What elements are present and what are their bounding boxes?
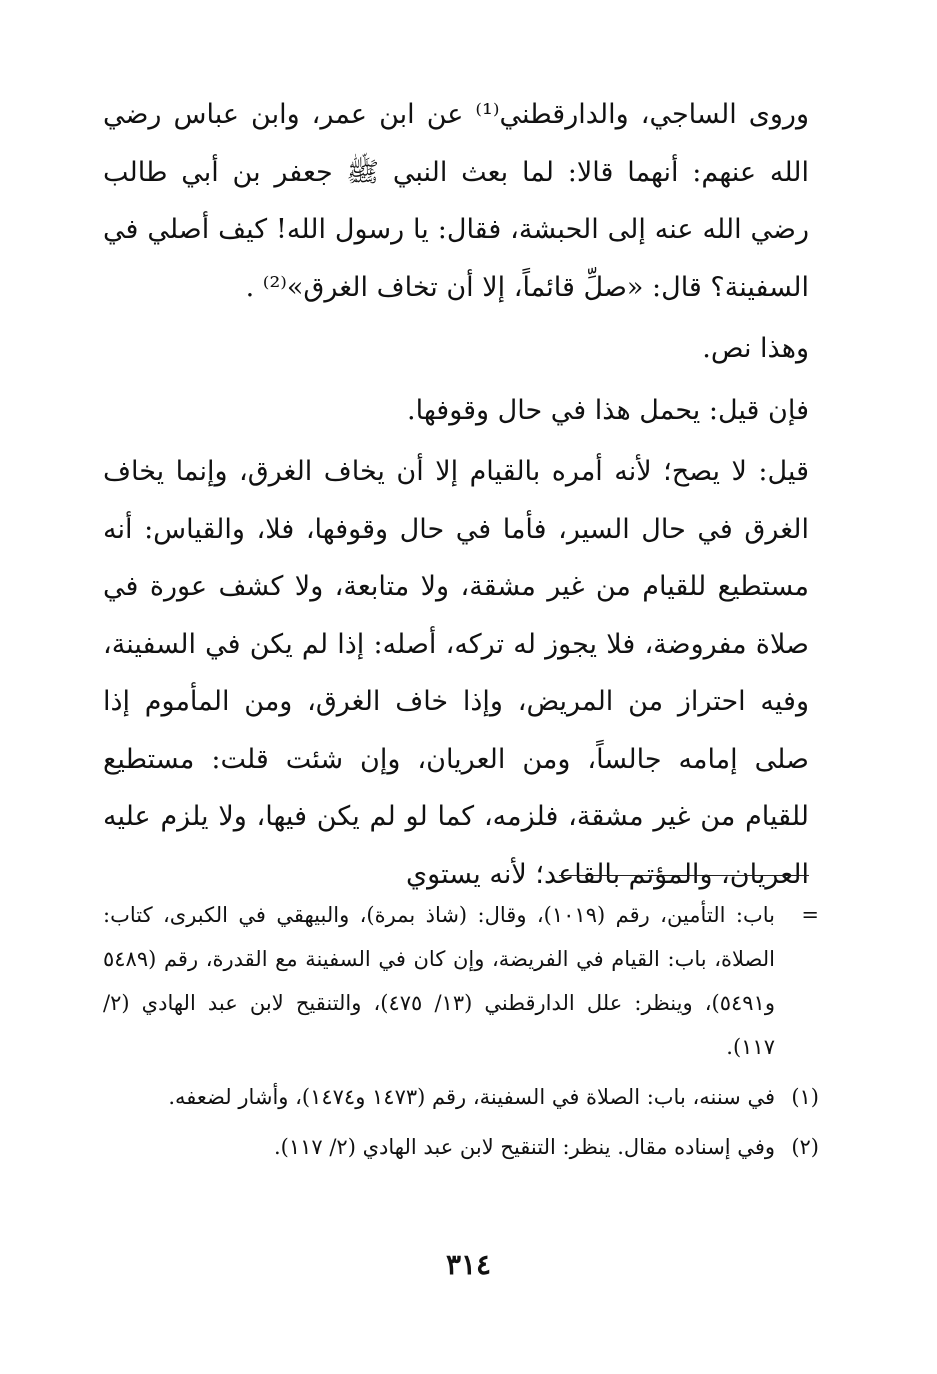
main-text: [103, 86, 809, 903]
footnote-text: في سننه، باب: الصلاة في السفينة، رقم (١٤٧٣ و١٤٧٤)، وأشار لضعفه.: [168, 1085, 775, 1109]
footnote-text: باب: التأمين، رقم (١٠١٩)، وقال: (شاذ بمرة)، والبيهقي في الكبرى، كتاب: الصلاة، باب: القيام في الفريضة، وإن كان في السفينة مع القدرة، رقم (٥٤٨٩ و٥٤٩١)، وينظر: علل الدارقطني (١٣/ ٤٧٥)، والتنقيح لابن عبد الهادي (٢/ ١١٧).: [103, 903, 776, 1059]
footnote-marker: (١): [791, 1085, 819, 1109]
footnotes: [103, 893, 821, 1175]
footnote: [103, 893, 821, 1069]
paragraph: قيل: لا يصح؛ لأنه أمره بالقيام إلا أن يخاف الغرق، وإنما يخاف الغرق في حال السير، فأما في حال وقوفها، فلا، والقياس: أنه مستطيع للقيام من غير مشقة، ولا متابعة، ولا كشف عورة في صلاة مفروضة، فلا يجوز له تركه، أصله: إذا لم يكن في السفينة، وفيه احتراز من المريض، وإذا خاف الغرق، ومن المأموم إذا صلى إمامه جالساً، ومن العريان، وإن شئت قلت: مستطيع للقيام من غير مشقة، فلزمه، كما لو لم يكن فيها، ولا يلزم عليه العريان، والمؤتم بالقاعد؛ لأنه يستوي: [103, 456, 809, 890]
page-number: ٣١٤: [445, 1248, 492, 1281]
paragraph: وروى الساجي، والدارقطني⁽¹⁾ عن ابن عمر، وابن عباس رضي الله عنهم: أنهما قالا: لما بعث النبي ﷺ جعفر بن أبي طالب رضي الله عنه إلى الحبشة، فقال: يا رسول الله! كيف أصلي في السفينة؟ قال: «صلِّ قائماً، إلا أن تخاف الغرق»⁽²⁾ .: [103, 99, 809, 303]
paragraph: فإن قيل: يحمل هذا في حال وقوفها.: [407, 394, 809, 426]
footnote: [103, 1075, 821, 1119]
footnote-divider: [559, 875, 809, 876]
footnote-text: وفي إسناده مقال. ينظر: التنقيح لابن عبد الهادي (٢/ ١١٧).: [273, 1135, 775, 1159]
paragraph: وهذا نص.: [702, 333, 809, 364]
footnote-marker: =: [801, 903, 819, 927]
footnote: [103, 1125, 821, 1169]
footnote-marker: (٢): [791, 1135, 819, 1159]
